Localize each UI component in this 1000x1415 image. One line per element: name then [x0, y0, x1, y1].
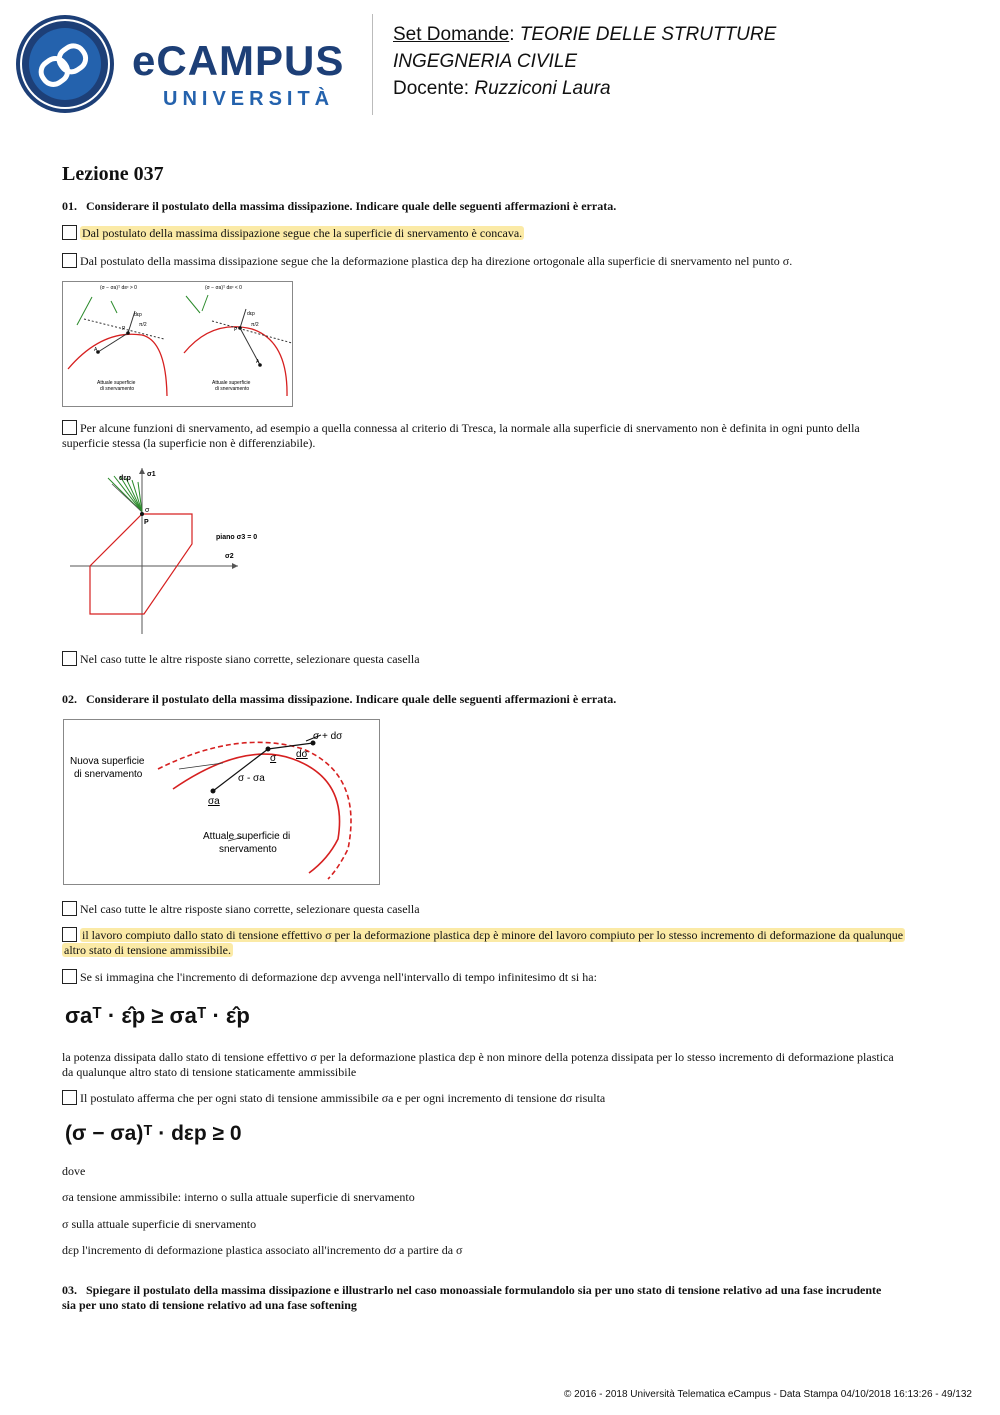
svg-text:dεp: dεp	[247, 311, 255, 317]
checkbox[interactable]	[62, 901, 77, 916]
question-2: 02. Considerare il postulato della massima dissipazione. Indicare quale delle seguenti affermazioni è errata.	[62, 692, 617, 706]
checkbox[interactable]	[62, 1090, 77, 1105]
svg-text:σ - σa: σ - σa	[238, 773, 265, 784]
q2-option-2-text-cont: altro stato di tensione ammissibile.	[64, 943, 231, 957]
svg-text:σ: σ	[270, 753, 277, 764]
figure-yield-surfaces	[63, 719, 380, 885]
svg-text:σa: σa	[208, 796, 220, 807]
checkbox[interactable]	[62, 927, 77, 942]
teacher-label: Docente	[393, 78, 464, 99]
header-course: INGEGNERIA CIVILE	[393, 51, 578, 72]
svg-text:di snervamento: di snervamento	[100, 386, 135, 392]
lesson-title: Lezione 037	[62, 163, 164, 185]
svg-text:σ2: σ2	[225, 553, 234, 560]
svg-text:(σ − σa)ᵀ dεᵖ > 0: (σ − σa)ᵀ dεᵖ > 0	[100, 285, 137, 291]
header-teacher-line: Docente: Ruzziconi Laura	[393, 78, 611, 99]
logo-subtitle: UNIVERSITÀ	[163, 88, 335, 110]
formula-power-inequality: σaᵀ · ε̂p ≥ σaᵀ · ε̂p	[65, 1003, 250, 1028]
teacher-value: Ruzziconi Laura	[474, 78, 611, 99]
svg-text:di snervamento: di snervamento	[74, 769, 143, 780]
q2-option-1[interactable]	[62, 901, 420, 917]
q1-option-1-text: Dal postulato della massima dissipazione segue che la superficie di snervamento è concava.	[82, 226, 523, 240]
q2-option-3[interactable]	[62, 969, 597, 985]
checkbox[interactable]	[62, 225, 77, 240]
svg-text:σ + dσ: σ + dσ	[313, 731, 343, 742]
figure-tresca-hexagon	[68, 464, 258, 636]
set-value: TEORIE DELLE STRUTTURE	[519, 24, 777, 45]
footer-copyright: © 2016 - 2018 Università Telematica eCampus - Data Stampa 04/10/2018 16:13:26 - 49/132	[564, 1389, 972, 1400]
svg-text:P: P	[144, 519, 149, 526]
definition-sigma: σ sulla attuale superficie di snervamento	[62, 1217, 257, 1231]
svg-text:Attuale superficie di: Attuale superficie di	[203, 831, 291, 842]
svg-text:A: A	[94, 347, 98, 353]
checkbox[interactable]	[62, 253, 77, 268]
svg-text:dσ: dσ	[296, 749, 308, 760]
checkbox[interactable]	[62, 651, 77, 666]
dove-label: dove	[62, 1164, 86, 1178]
svg-text:snervamento: snervamento	[219, 844, 277, 855]
svg-text:(σ − σa)ᵀ dεᵖ < 0: (σ − σa)ᵀ dεᵖ < 0	[205, 285, 242, 291]
svg-text:σ1: σ1	[147, 471, 156, 478]
svg-text:σ: σ	[145, 507, 150, 514]
question-1: 01. Considerare il postulato della massima dissipazione. Indicare quale delle seguenti affermazioni è errata.	[62, 199, 617, 213]
logo-wordmark: eCAMPUS	[132, 37, 345, 84]
q2-option-3-explanation: la potenza dissipata dallo stato di tensione effettivo σ per la deformazione plastica dεp è non minore della potenza dissipata per lo stesso incremento di deformazione plastica da qualunque altro stato di tensione staticamente ammissibile	[62, 1050, 894, 1079]
q1-option-4-text: Nel caso tutte le altre risposte siano corrette, selezionare questa casella	[80, 652, 420, 666]
svg-text:π/2: π/2	[251, 322, 259, 328]
question-3: 03. Spiegare il postulato della massima dissipazione e illustrarlo nel caso monoassiale formulandolo sia per uno stato di tensione relativo ad una fase incrudente sia per uno stato di tensione relativo ad una fase softening	[62, 1283, 882, 1312]
svg-text:dεp: dεp	[134, 312, 142, 318]
q2-option-4[interactable]	[62, 1090, 605, 1106]
q2-option-3-text: Se si immagina che l'incremento di deformazione dεp avvenga nell'intervallo di tempo infinitesimo dt si ha:	[80, 970, 597, 984]
checkbox[interactable]	[62, 420, 77, 435]
q2-option-2-text: il lavoro compiuto dallo stato di tensione effettivo σ per la deformazione plastica dεp è minore del lavoro compiuto per lo stesso incremento di deformazione da qualunque	[82, 928, 904, 942]
checkbox[interactable]	[62, 969, 77, 984]
q2-option-1-text: Nel caso tutte le altre risposte siano corrette, selezionare questa casella	[80, 902, 420, 916]
svg-text:Attuale superficie: Attuale superficie	[97, 380, 136, 386]
svg-text:A: A	[256, 359, 260, 365]
ecampus-logo-icon	[15, 14, 115, 114]
svg-text:Attuale superficie: Attuale superficie	[212, 380, 251, 386]
definition-sigma-a: σa tensione ammissibile: interno o sulla attuale superficie di snervamento	[62, 1190, 415, 1204]
q1-option-1[interactable]	[62, 225, 524, 241]
q1-option-4[interactable]	[62, 651, 420, 667]
svg-text:π/2: π/2	[139, 322, 147, 328]
q2-option-4-text: Il postulato afferma che per ogni stato di tensione ammissibile σa e per ogni incremento di tensione dσ risulta	[80, 1091, 606, 1105]
formula-dissipation-inequality: (σ − σa)ᵀ · dεp ≥ 0	[65, 1122, 242, 1145]
header-divider	[372, 14, 373, 115]
definition-dep: dεp l'incremento di deformazione plastica associato all'incremento dσ a partire da σ	[62, 1243, 463, 1257]
q2-option-2[interactable]	[62, 927, 952, 958]
question-3-text: Spiegare il postulato della massima dissipazione e illustrarlo nel caso monoassiale formulandolo sia per uno stato di tensione relativo ad una fase incrudente	[86, 1283, 882, 1297]
svg-text:di snervamento: di snervamento	[215, 386, 250, 392]
q1-option-3[interactable]	[62, 420, 942, 451]
header-set-line: Set Domande: TEORIE DELLE STRUTTURE	[393, 24, 777, 45]
q1-option-3-text-cont: superficie stessa (la superficie non è differenziabile).	[62, 436, 316, 450]
q1-option-2-text: Dal postulato della massima dissipazione segue che la deformazione plastica dεp ha direzione ortogonale alla superficie di snervamento nel punto σ.	[80, 254, 793, 268]
svg-text:P: P	[234, 327, 238, 333]
figure-normality-diagram	[62, 281, 293, 407]
q1-option-3-text: Per alcune funzioni di snervamento, ad esempio a quella connessa al criterio di Tresca, la normale alla superficie di snervamento non è definita in ogni punto della	[80, 421, 860, 435]
q1-option-2[interactable]	[62, 253, 792, 269]
set-label: Set Domande	[393, 24, 510, 45]
svg-text:piano σ3 = 0: piano σ3 = 0	[216, 534, 258, 541]
svg-text:Nuova superficie: Nuova superficie	[70, 756, 145, 767]
svg-text:P: P	[122, 326, 126, 332]
question-2-text: Considerare il postulato della massima dissipazione. Indicare quale delle seguenti affermazioni è errata.	[86, 692, 617, 706]
question-1-text: Considerare il postulato della massima dissipazione. Indicare quale delle seguenti affermazioni è errata.	[86, 199, 617, 213]
question-3-text-cont: sia per uno stato di tensione relativo ad una fase softening	[62, 1298, 357, 1312]
svg-text:dεp: dεp	[119, 475, 131, 482]
